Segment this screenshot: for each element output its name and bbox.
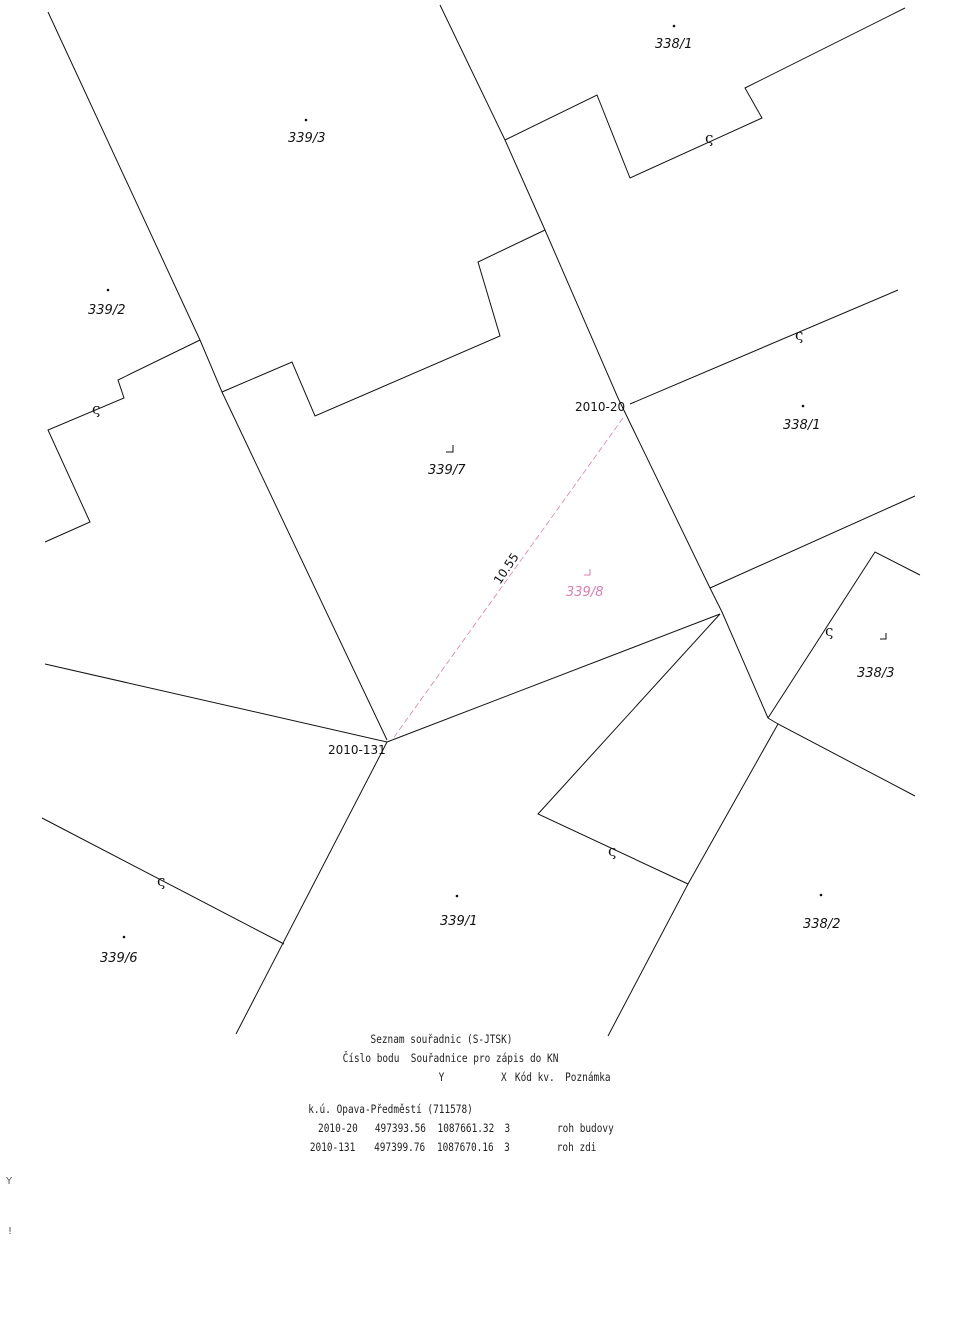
column-header: Kód kv. (514, 1070, 555, 1084)
cadastral-area: k.ú. Opava-Předměstí (711578) (308, 1102, 473, 1116)
parcel-markers (107, 25, 823, 939)
parcel-label: 339/7 (428, 463, 466, 478)
parcel-dot (305, 119, 308, 122)
point-note: roh budovy (556, 1121, 614, 1135)
boundary-hook-icon: ς (92, 400, 101, 418)
boundary-hook-icon: ς (608, 842, 617, 860)
point-id: 2010-20 (318, 1121, 358, 1135)
parcel-boundaries (42, 5, 920, 1036)
parcel-labels (88, 37, 894, 966)
boundary-line (768, 552, 920, 718)
boundary-hook-icon: ς (157, 872, 166, 890)
coord-y: 497393.56 (374, 1121, 426, 1135)
boundary-line (45, 664, 387, 742)
parcel-corner-ticks (446, 445, 886, 639)
parcel-tick (446, 445, 453, 452)
parcel-dot (456, 895, 459, 898)
coordinate-columns-header (300, 1068, 644, 1087)
coordinate-row (300, 1138, 644, 1157)
boundary-line (768, 718, 915, 796)
boundary-hook-icon: ς (825, 622, 834, 640)
parcel-tick (880, 633, 886, 639)
boundary-line (45, 340, 200, 542)
boundary-hook-icon: ς (795, 326, 804, 344)
boundary-hooks (92, 129, 833, 890)
parcel-label: 339/3 (288, 131, 326, 146)
parcel-label: 339/1 (440, 914, 478, 929)
coord-x: 1087661.32 (437, 1121, 495, 1135)
boundary-line (48, 12, 387, 740)
quality-code: 3 (504, 1140, 510, 1154)
parcel-tick (584, 569, 590, 575)
boundary-line (538, 614, 720, 884)
parcel-label: 338/3 (857, 666, 895, 681)
parcel-dot (673, 25, 676, 28)
coordinate-list-title: Seznam souřadnic (S-JTSK) (370, 1032, 513, 1046)
parcel-label: 339/2 (88, 303, 126, 318)
parcel-label: 338/1 (783, 418, 821, 433)
coordinate-list-header: Číslo bodu Souřadnice pro zápis do KN (342, 1051, 559, 1065)
parcel-dot (802, 405, 805, 408)
parcel-dot (107, 289, 110, 292)
point-labels (328, 400, 625, 757)
column-header: X (501, 1070, 507, 1084)
column-header (343, 1068, 395, 1087)
quality-code: 3 (504, 1121, 511, 1135)
survey-point-label: 2010-20 (575, 400, 626, 414)
parcel-label: 339/6 (100, 951, 138, 966)
coordinate-row (300, 1119, 644, 1138)
boundary-line (608, 724, 778, 1036)
parcel-label: 338/2 (803, 917, 841, 932)
boundary-line (505, 8, 905, 178)
margin-mark: ! (8, 1226, 13, 1237)
parcel-dot (820, 894, 823, 897)
parcel-label: 338/1 (655, 37, 693, 52)
boundary-hook-icon: ς (705, 129, 714, 147)
boundary-line (236, 742, 387, 1034)
coord-x: 1087670.16 (436, 1140, 494, 1154)
column-header: Poznámka (565, 1070, 611, 1084)
margin-mark: Y (6, 1176, 13, 1187)
new-parcel-label: 339/8 (566, 585, 604, 600)
column-header: Y (438, 1070, 445, 1084)
parcel-dot (123, 936, 126, 939)
coord-y: 497399.76 (374, 1140, 426, 1154)
boundary-line (710, 496, 915, 588)
point-note: roh zdi (556, 1140, 597, 1154)
distance-label: 10.55 (490, 550, 522, 587)
coordinate-list (300, 1030, 644, 1157)
point-id: 2010-131 (309, 1140, 356, 1154)
boundary-line (630, 290, 898, 404)
survey-point-label: 2010-131 (328, 743, 386, 757)
boundary-line (222, 230, 545, 416)
